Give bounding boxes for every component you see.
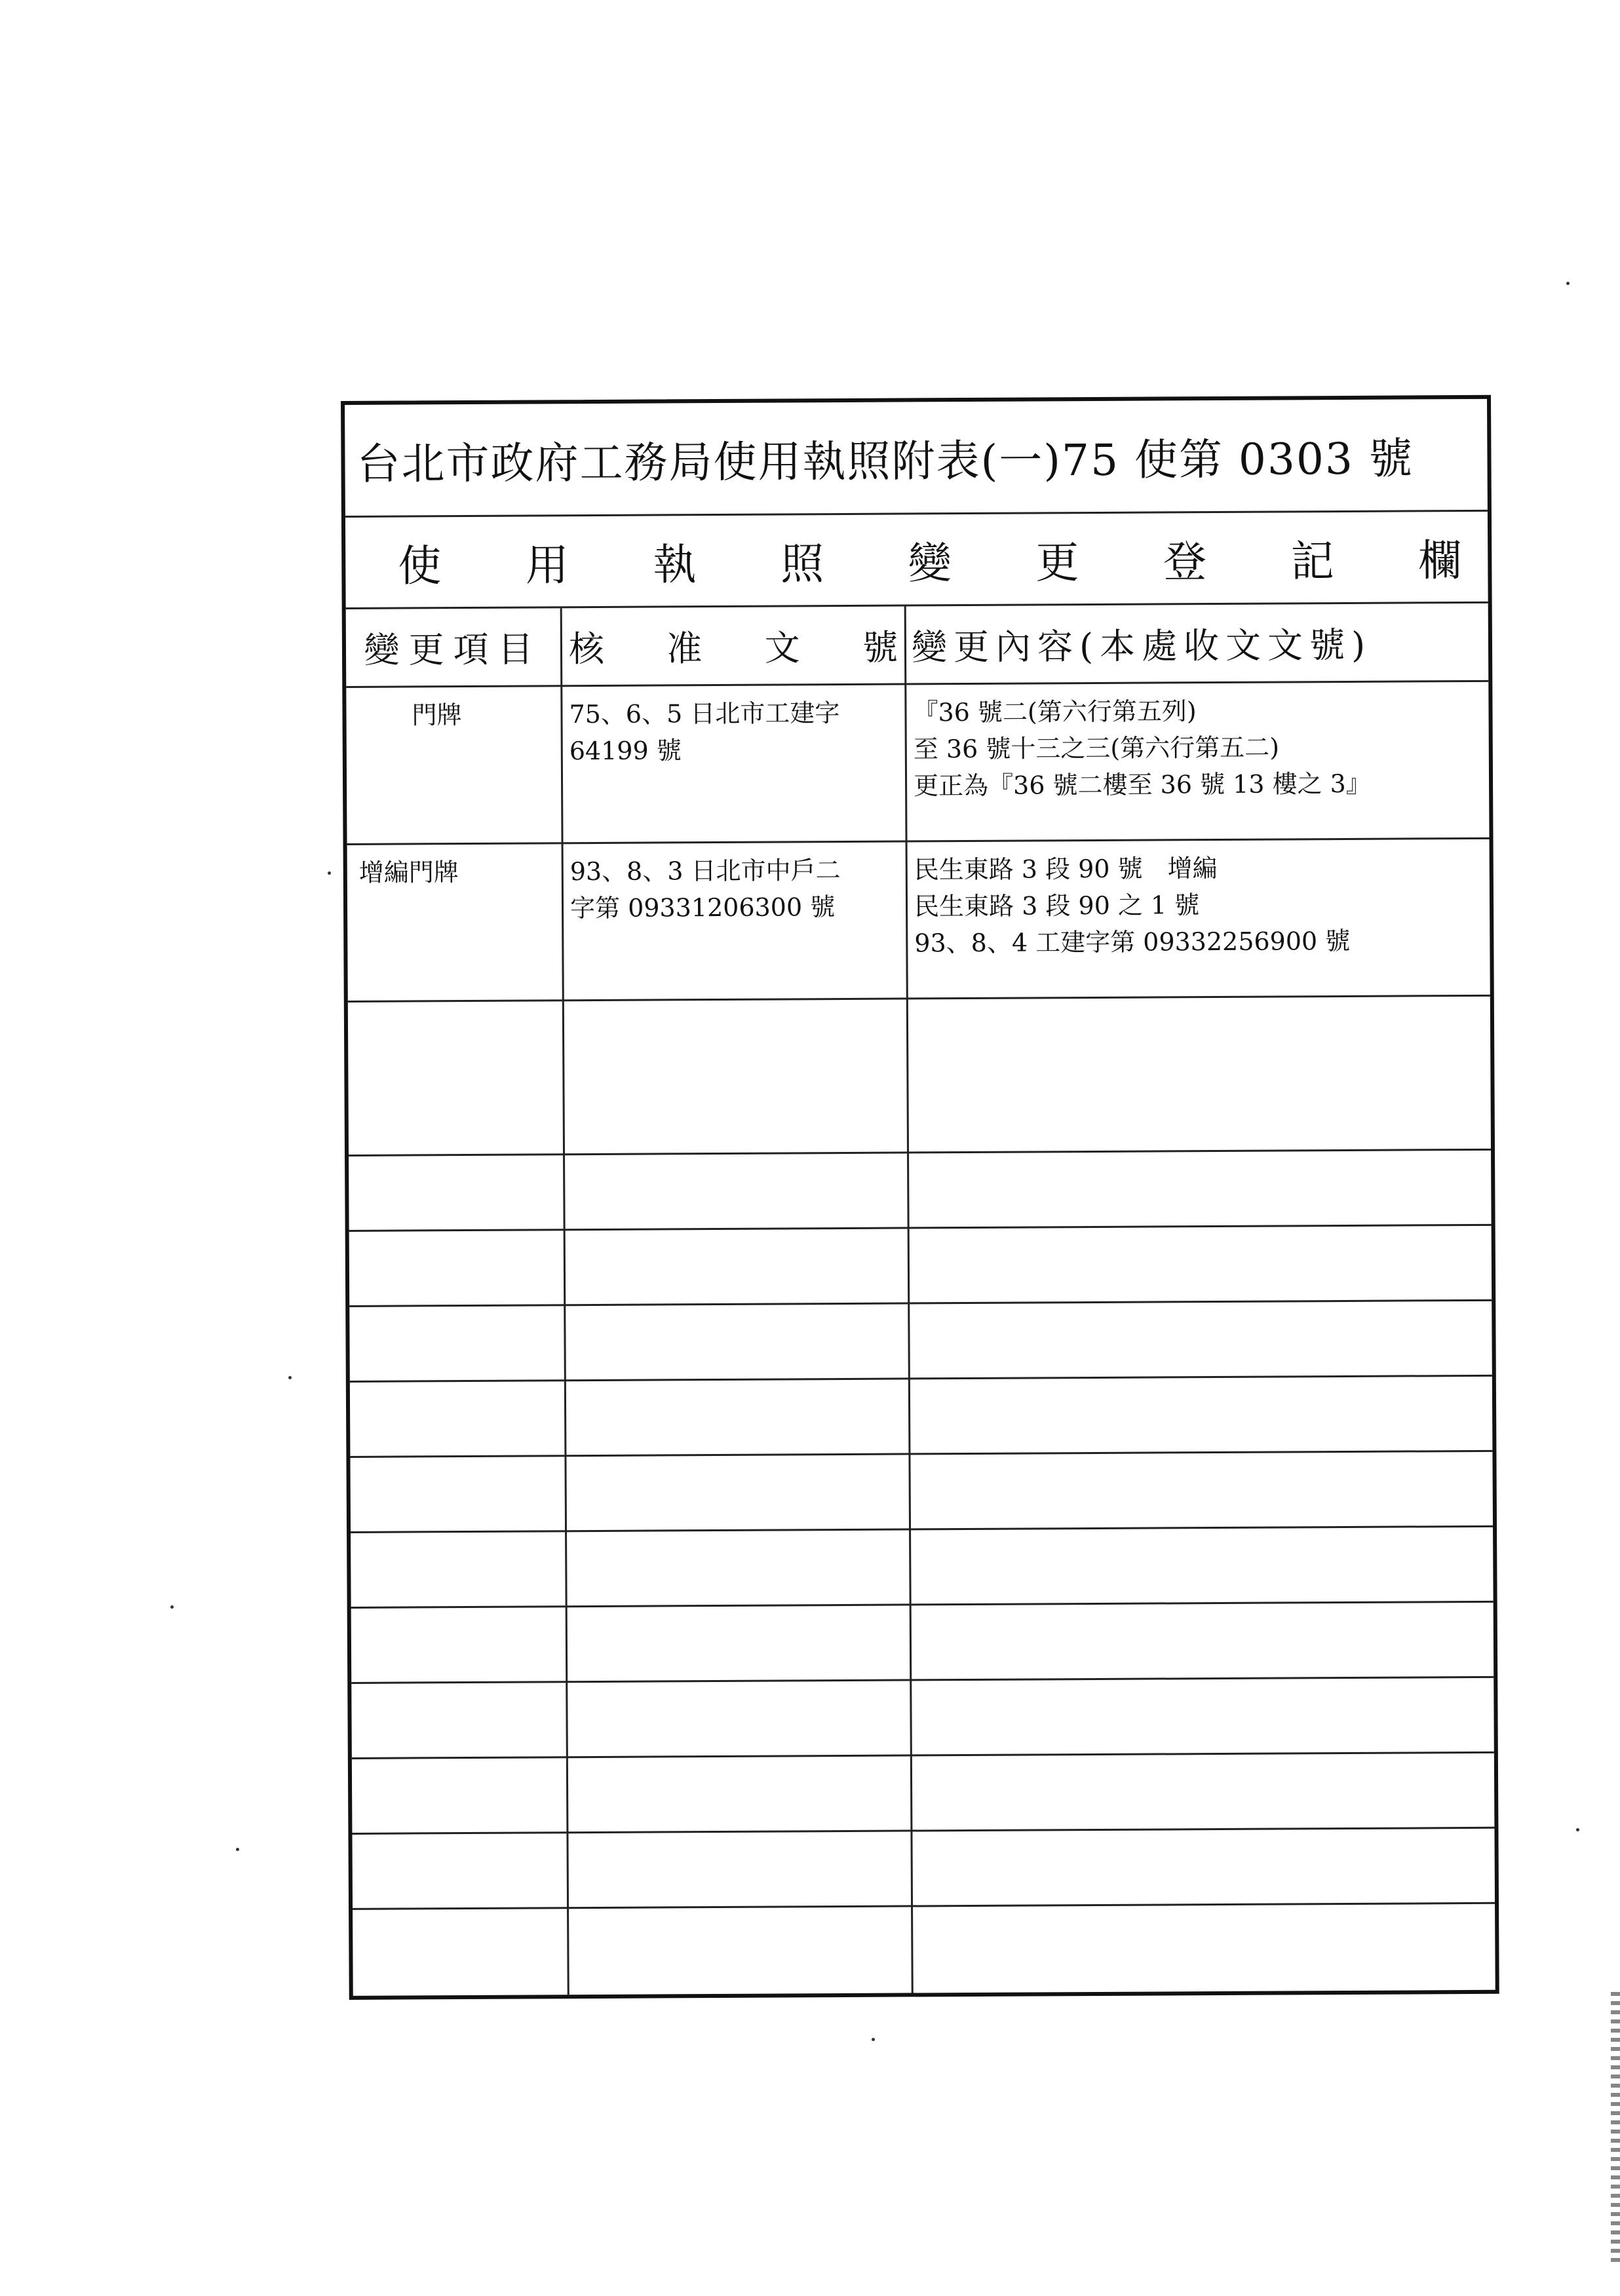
empty-row	[349, 1301, 1492, 1383]
entry-content-line: 至 36 號十三之三(第六行第五二)	[913, 733, 1280, 764]
entry-content	[906, 682, 1490, 814]
entry-content-line: 93、8、4 工建字第 09332256900 號	[914, 926, 1351, 958]
subtitle-char: 照	[780, 539, 824, 590]
entry-content-line: 民生東路 3 段 90 之 1 號	[914, 890, 1200, 921]
form-subtitle	[345, 512, 1488, 609]
change-table	[346, 603, 1495, 1996]
empty-row	[353, 1904, 1495, 1995]
scan-speck	[170, 1605, 174, 1609]
header-approval-number	[562, 607, 905, 685]
form-title: 台北市政府工務局使用執照附表(一)75 使第 0303 號	[345, 399, 1488, 518]
entry-approval	[562, 685, 905, 779]
header-char: 號	[862, 626, 898, 668]
subtitle-char: 登	[1163, 537, 1207, 588]
entry-content-line: 民生東路 3 段 90 號 增編	[914, 854, 1218, 885]
subtitle-char: 執	[653, 539, 697, 590]
header-char: 准	[666, 628, 703, 670]
entry-approval-line: 75、6、5 日北市工建字	[569, 698, 840, 729]
header-char: 文	[764, 627, 800, 669]
scan-speck	[236, 1848, 239, 1851]
subtitle-char: 用	[525, 540, 569, 591]
table-header-row	[346, 603, 1489, 688]
entry-content-line: 更正為『36 號二樓至 36 號 13 樓之 3』	[913, 769, 1371, 801]
empty-row	[351, 1603, 1494, 1684]
header-char: 核	[568, 628, 605, 670]
entry-approval-line: 93、8、3 日北市中戶二	[569, 856, 841, 887]
subtitle-char: 使	[398, 541, 442, 592]
permit-change-form	[341, 395, 1499, 2000]
empty-row	[350, 1377, 1493, 1458]
empty-row	[351, 1678, 1494, 1759]
scan-speck	[1576, 1828, 1579, 1831]
entry-content	[908, 839, 1492, 971]
scan-speck	[328, 871, 331, 875]
empty-row	[350, 1452, 1493, 1533]
entry-item-text: 增編門牌	[358, 858, 459, 887]
empty-row	[351, 1527, 1494, 1609]
empty-row	[349, 1151, 1492, 1232]
empty-row	[348, 997, 1491, 1157]
entry-approval-line: 64199 號	[569, 736, 682, 766]
entry-item	[346, 687, 560, 743]
entry-item-text: 門牌	[412, 700, 462, 730]
entry-approval-line: 字第 09331206300 號	[569, 892, 836, 923]
table-row	[346, 682, 1489, 845]
scan-speck	[872, 2038, 875, 2041]
empty-row	[352, 1829, 1495, 1910]
empty-row	[349, 1226, 1492, 1307]
entry-approval	[564, 842, 906, 936]
header-change-item: 變更項目	[364, 628, 543, 671]
scan-edge-noise	[1611, 1992, 1620, 2267]
header-change-content: 變更內容(本處收文文號)	[911, 624, 1372, 668]
entry-item	[347, 844, 562, 900]
subtitle-char: 記	[1290, 536, 1334, 587]
scan-speck	[1566, 282, 1570, 285]
empty-row	[352, 1753, 1495, 1835]
scan-speck	[288, 1376, 292, 1379]
table-row	[347, 839, 1490, 1003]
subtitle-char: 變	[908, 538, 952, 589]
entry-content-line: 『36 號二(第六行第五列)	[913, 697, 1197, 727]
subtitle-char: 欄	[1418, 535, 1462, 586]
subtitle-char: 更	[1035, 537, 1079, 588]
